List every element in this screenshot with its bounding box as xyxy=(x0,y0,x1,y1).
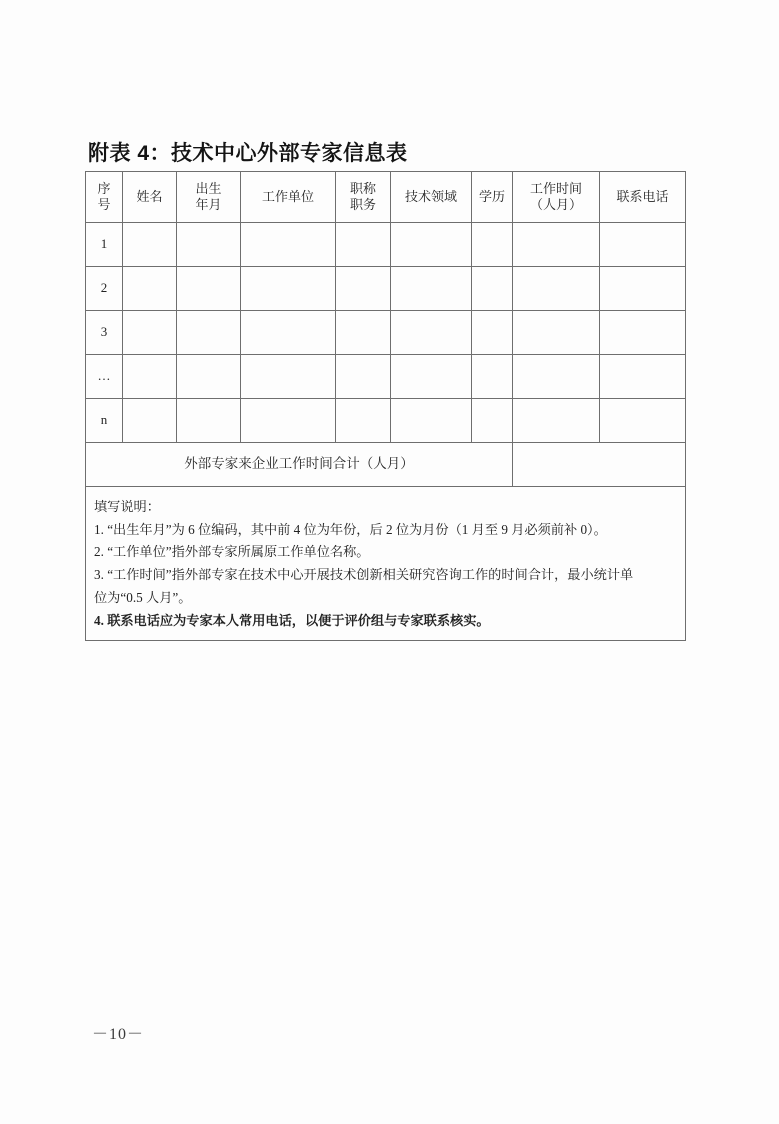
notes-row xyxy=(86,487,686,641)
column-header-tech-field xyxy=(391,172,472,223)
cell-tech-field[interactable] xyxy=(391,355,472,399)
cell-name[interactable] xyxy=(123,355,177,399)
column-header-name-line1: 姓名 xyxy=(136,188,163,204)
column-header-birth-line2: 年月 xyxy=(195,197,222,212)
note-item-4: 4. 联系电话应为专家本人常用电话，以便于评价组与专家联系核实。 xyxy=(94,612,490,628)
table-row xyxy=(86,223,686,267)
page-title: 附表 4：技术中心外部专家信息表 xyxy=(88,142,408,165)
column-header-education-line1: 学历 xyxy=(478,188,505,204)
column-header-work-time xyxy=(513,172,600,223)
column-header-birth-line1: 出生 xyxy=(195,180,222,196)
cell-employer[interactable] xyxy=(241,355,336,399)
cell-title-post[interactable] xyxy=(336,267,391,311)
column-header-tech-field-line1: 技术领域 xyxy=(404,188,457,204)
cell-employer[interactable] xyxy=(241,311,336,355)
cell-tech-field[interactable] xyxy=(391,223,472,267)
cell-index: 1 xyxy=(86,223,123,267)
note-item-2: 2. “工作单位”指外部专家所属原工作单位名称。 xyxy=(94,544,370,560)
cell-index: 3 xyxy=(86,311,123,355)
cell-education[interactable] xyxy=(472,223,513,267)
cell-education[interactable] xyxy=(472,355,513,399)
column-header-employer-line1: 工作单位 xyxy=(261,188,314,204)
cell-work-time[interactable] xyxy=(513,355,600,399)
cell-phone[interactable] xyxy=(600,355,686,399)
cell-work-time[interactable] xyxy=(513,399,600,443)
note-item-3: 3. “工作时间”指外部专家在技术中心开展技术创新相关研究咨询工作的时间合计，最小统计单 xyxy=(94,567,634,583)
column-header-name xyxy=(123,172,177,223)
cell-name[interactable] xyxy=(123,267,177,311)
column-header-title-post-line2: 职务 xyxy=(349,197,376,212)
cell-index: n xyxy=(86,399,123,443)
cell-index: … xyxy=(86,355,123,399)
column-header-index-line1: 序 xyxy=(97,180,111,196)
summary-label: 外部专家来企业工作时间合计（人月） xyxy=(86,443,513,487)
column-header-title-post-line1: 职称 xyxy=(349,180,376,196)
summary-value-field[interactable] xyxy=(513,443,686,487)
table-row xyxy=(86,399,686,443)
column-header-index-line2: 号 xyxy=(97,197,111,212)
cell-employer[interactable] xyxy=(241,399,336,443)
cell-education[interactable] xyxy=(472,311,513,355)
column-header-birth xyxy=(177,172,241,223)
cell-education[interactable] xyxy=(472,399,513,443)
column-header-phone xyxy=(600,172,686,223)
column-header-employer xyxy=(241,172,336,223)
external-expert-info-table xyxy=(85,171,686,641)
cell-title-post[interactable] xyxy=(336,355,391,399)
cell-employer[interactable] xyxy=(241,267,336,311)
cell-birth[interactable] xyxy=(177,399,241,443)
cell-name[interactable] xyxy=(123,311,177,355)
column-header-title-post xyxy=(336,172,391,223)
column-header-index xyxy=(86,172,123,223)
cell-title-post[interactable] xyxy=(336,223,391,267)
table-header-row xyxy=(86,172,686,223)
column-header-phone-line1: 联系电话 xyxy=(616,188,669,204)
notes-cell xyxy=(86,487,686,641)
cell-phone[interactable] xyxy=(600,223,686,267)
column-header-work-time-line1: 工作时间 xyxy=(529,180,582,196)
table-row xyxy=(86,355,686,399)
cell-index: 2 xyxy=(86,267,123,311)
column-header-work-time-line2: （人月） xyxy=(529,197,582,212)
cell-employer[interactable] xyxy=(241,223,336,267)
cell-work-time[interactable] xyxy=(513,267,600,311)
cell-birth[interactable] xyxy=(177,355,241,399)
note-item-1: 1. “出生年月”为 6 位编码，其中前 4 位为年份，后 2 位为月份（1 月至 9 月必须前补 0）。 xyxy=(94,521,607,537)
cell-tech-field[interactable] xyxy=(391,267,472,311)
notes-block xyxy=(94,496,675,632)
cell-birth[interactable] xyxy=(177,311,241,355)
table-row xyxy=(86,311,686,355)
cell-phone[interactable] xyxy=(600,399,686,443)
notes-heading: 填写说明： xyxy=(94,499,160,514)
summary-row xyxy=(86,443,686,487)
cell-birth[interactable] xyxy=(177,223,241,267)
cell-name[interactable] xyxy=(123,399,177,443)
cell-phone[interactable] xyxy=(600,311,686,355)
cell-tech-field[interactable] xyxy=(391,399,472,443)
cell-phone[interactable] xyxy=(600,267,686,311)
column-header-education xyxy=(472,172,513,223)
cell-title-post[interactable] xyxy=(336,399,391,443)
cell-work-time[interactable] xyxy=(513,223,600,267)
cell-work-time[interactable] xyxy=(513,311,600,355)
cell-title-post[interactable] xyxy=(336,311,391,355)
page-number: －10－ xyxy=(92,1026,145,1043)
cell-tech-field[interactable] xyxy=(391,311,472,355)
cell-education[interactable] xyxy=(472,267,513,311)
cell-name[interactable] xyxy=(123,223,177,267)
cell-birth[interactable] xyxy=(177,267,241,311)
table-row xyxy=(86,267,686,311)
note-item-3-cont: 位为“0.5 人月”。 xyxy=(94,589,192,605)
